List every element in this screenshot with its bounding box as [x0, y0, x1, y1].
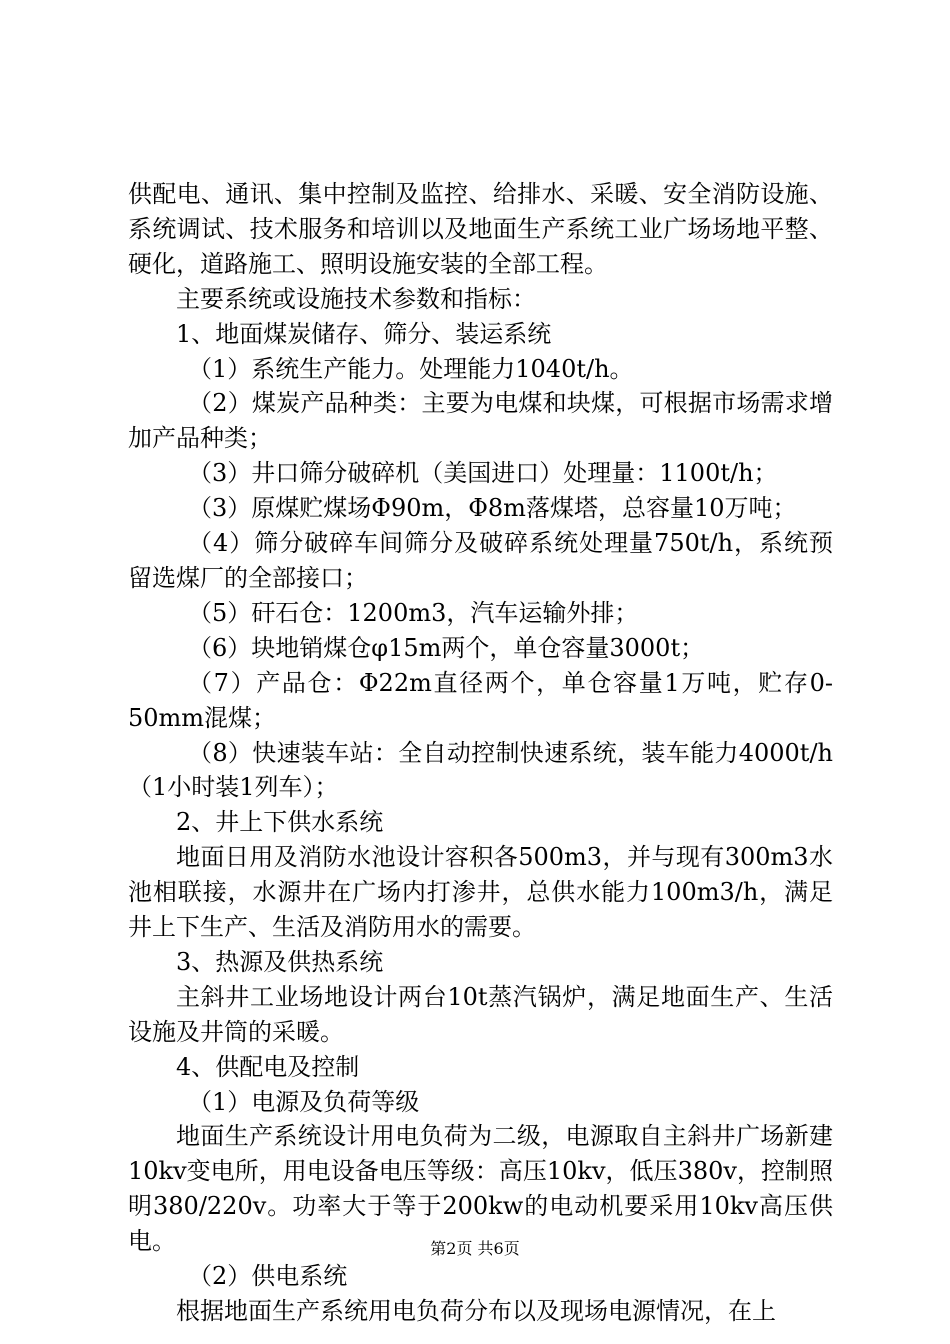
list-item: （8）快速装车站：全自动控制快速系统，装车能力4000t/h（1小时装1列车）；	[128, 738, 833, 802]
list-item: （6）块地销煤仓φ15m两个，单仓容量3000t；	[188, 633, 705, 662]
list-item: （4）筛分破碎车间筛分及破碎系统处理量750t/h，系统预留选煤厂的全部接口；	[128, 529, 833, 592]
list-item: （3）原煤贮煤场Φ90m，Φ8m落煤塔，总容量10万吨；	[188, 494, 797, 523]
section-heading: 4、供配电及控制	[176, 1052, 360, 1081]
section-heading: 3、热源及供热系统	[176, 947, 384, 976]
paragraph: 主斜井工业场地设计两台10t蒸汽锅炉，满足地面生产、生活设施及井筒的采暖。	[128, 982, 833, 1046]
list-item: （5）矸石仓：1200m3，汽车运输外排；	[188, 598, 639, 627]
subsection-heading: （2）供电系统	[188, 1262, 348, 1291]
list-item: （2）煤炭产品种类：主要为电煤和块煤，可根据市场需求增加产品种类；	[128, 389, 833, 453]
paragraph: 供配电、通讯、集中控制及监控、给排水、采暖、安全消防设施、系统调试、技术服务和培训以及地面生产系统工业广场场地平整、硬化，道路施工、照明设施安装的全部工程。	[128, 180, 833, 278]
paragraph: 根据地面生产系统用电负荷分布以及现场电源情况，在上	[176, 1297, 776, 1325]
list-item: （3）井口筛分破碎机（美国进口）处理量：1100t/h；	[188, 459, 778, 488]
paragraph: 地面生产系统设计用电负荷为二级，电源取自主斜井广场新建10kv变电所，用电设备电压等级：高压10kv，低压380v，控制照明380/220v。功率大于等于200kw的电动机要采用10kv高压供电。	[128, 1122, 833, 1256]
document-body	[128, 177, 833, 1329]
page-footer: 第2页 共6页	[430, 1239, 520, 1258]
paragraph: 主要系统或设施技术参数和指标：	[176, 284, 536, 313]
subsection-heading: （1）电源及负荷等级	[188, 1087, 420, 1116]
section-heading: 2、井上下供水系统	[176, 808, 384, 837]
list-item: （1）系统生产能力。处理能力1040t/h。	[188, 354, 634, 383]
section-heading: 1、地面煤炭储存、筛分、装运系统	[176, 319, 552, 348]
list-item: （7）产品仓：Φ22m直径两个，单仓容量1万吨，贮存0-50mm混煤；	[128, 668, 833, 732]
paragraph: 地面日用及消防水池设计容积各500m3，并与现有300m3水池相联接，水源井在广场内打渗井，总供水能力100m3/h，满足井上下生产、生活及消防用水的需要。	[128, 843, 833, 942]
